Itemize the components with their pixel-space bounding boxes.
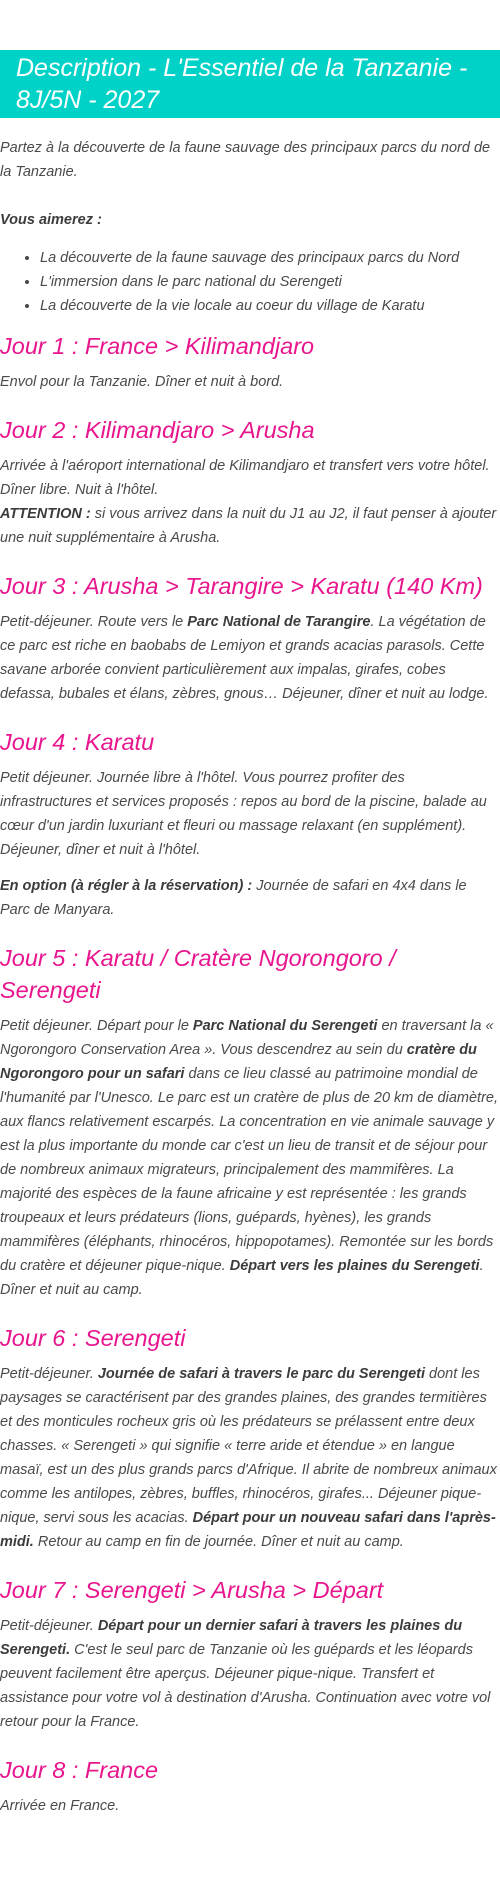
bold-text: Départ pour un nouveau safari dans l'après-midi.: [0, 1510, 496, 1550]
body-text: . La végétation de ce parc est riche en baobabs de Lemiyon et grands acacias parasols. Cette savane arborée convient particulièrement aux impalas, girafes, cobes defassa, bubales et élans, zèbres, gnous… Déjeuner, dîner et nuit au lodge.: [0, 614, 489, 702]
day-section: [0, 942, 500, 1302]
day-paragraph: [0, 1362, 500, 1554]
highlights-list: [0, 246, 500, 318]
day-paragraph: [0, 1014, 500, 1302]
body-text: Arrivée à l'aéroport international de Kilimandjaro et transfert vers votre hôtel. Dîner libre. Nuit à l'hôtel.: [0, 458, 490, 498]
day-title: Jour 7 : Serengeti > Arusha > Départ: [0, 1577, 384, 1603]
itinerary-days: [0, 330, 500, 1818]
bold-text: Départ pour un dernier safari à travers les plaines du Serengeti.: [0, 1618, 463, 1658]
intro-text: Partez à la découverte de la faune sauvage des principaux parcs du nord de la Tanzanie.: [0, 140, 491, 180]
body-text: Envol pour la Tanzanie. Dîner et nuit à bord.: [0, 374, 284, 390]
day-section: [0, 1322, 500, 1554]
day-title: Jour 1 : France > Kilimandjaro: [0, 333, 315, 359]
page-title: Description - L'Essentiel de la Tanzanie - 8J/5N - 2027: [16, 54, 468, 114]
bold-text: En option (à régler à la réservation) :: [0, 878, 253, 894]
day-title: Jour 2 : Kilimandjaro > Arusha: [0, 417, 315, 443]
day-section: [0, 1754, 500, 1818]
bold-text: cratère du Ngorongoro pour un safari: [0, 1042, 477, 1082]
bold-text: Parc National du Serengeti: [192, 1018, 378, 1034]
body-text: Petit-déjeuner.: [0, 1618, 98, 1634]
highlights-heading-text: Vous aimerez :: [0, 212, 102, 228]
bold-text: Journée de safari à travers le parc du Serengeti: [97, 1366, 426, 1382]
body-text: C'est le seul parc de Tanzanie où les guépards et les léopards peuvent facilement être aperçus. Déjeuner pique-nique. Transfert et assistance pour votre vol à destination d'Arusha. Continuation avec votre vol retour pour la France.: [0, 1642, 491, 1730]
bold-text: Départ vers les plaines du Serengeti: [229, 1258, 480, 1274]
day-paragraph: [0, 874, 500, 922]
body-text: Petit déjeuner. Départ pour le: [0, 1018, 193, 1034]
day-title: Jour 5 : Karatu / Cratère Ngorongoro / Serengeti: [0, 945, 396, 1003]
day-section: [0, 726, 500, 922]
day-paragraph: [0, 610, 500, 706]
day-section: [0, 414, 500, 550]
day-paragraph: [0, 1794, 500, 1818]
day-paragraph: [0, 454, 500, 550]
bold-text: Parc National de Tarangire: [187, 614, 371, 630]
day-paragraph: [0, 370, 500, 394]
body-text: Arrivée en France.: [0, 1798, 120, 1814]
highlight-item: • La découverte de la vie locale au coeur du village de Karatu: [40, 294, 500, 318]
day-section: [0, 570, 500, 706]
day-section: [0, 330, 500, 394]
body-text: en traversant la « Ngorongoro Conservation Area ». Vous descendrez au sein du: [0, 1018, 494, 1058]
day-paragraph: [0, 1614, 500, 1734]
day-title: Jour 4 : Karatu: [0, 729, 155, 755]
description-content: [0, 136, 500, 1838]
body-text: Petit-déjeuner. Route vers le: [0, 614, 188, 630]
body-text: Petit-déjeuner.: [0, 1366, 98, 1382]
body-text: Retour au camp en fin de journée. Dîner et nuit au camp.: [33, 1534, 404, 1550]
body-text: Journée de safari en 4x4 dans le Parc de Manyara.: [0, 878, 467, 918]
highlight-item: • La découverte de la faune sauvage des principaux parcs du Nord: [40, 246, 500, 270]
body-text: si vous arrivez dans la nuit du J1 au J2, il faut penser à ajouter une nuit supplémentaire à Arusha.: [0, 506, 497, 546]
body-text: . Dîner et nuit au camp.: [0, 1258, 484, 1298]
day-title: Jour 6 : Serengeti: [0, 1325, 186, 1351]
highlight-item: • L'immersion dans le parc national du Serengeti: [40, 270, 500, 294]
body-text: Petit déjeuner. Journée libre à l'hôtel. Vous pourrez profiter des infrastructures et services proposés : repos au bord de la piscine, balade au cœur d'un jardin luxuriant et fleuri ou massage relaxant (en supplément). Déjeuner, dîner et nuit à l'hôtel.: [0, 770, 487, 858]
bold-text: ATTENTION :: [0, 506, 91, 522]
title-banner: [0, 50, 500, 118]
body-text: dont les paysages se caractérisent par des grandes plaines, des grandes termitières et des monticules rocheux gris où les prédateurs se prélassent entre deux chasses. « Serengeti » qui signifie « terre aride et étendue » en langue masaï, est un des plus grands parcs d'Afrique. Il abrite de nombreux animaux comme les antilopes, zèbres, buffles, rhinocéros, girafes... Déjeuner pique-nique, servi sous les acacias.: [0, 1366, 497, 1526]
highlights-heading: [0, 208, 500, 232]
day-title: Jour 8 : France: [0, 1757, 159, 1783]
day-title: Jour 3 : Arusha > Tarangire > Karatu (140 Km): [0, 573, 483, 599]
body-text: dans ce lieu classé au patrimoine mondial de l'humanité par l'Unesco. Le parc est un cratère de plus de 20 km de diamètre, aux flancs relativement escarpés. La concentration en vie animale sauvage y est la plus importante du monde car c'est un lieu de transit et de séjour pour de nombreux animaux migrateurs, principalement des mammifères. La majorité des espèces de la faune africaine y est représentée : les grands troupeaux et leurs prédateurs (lions, guépards, hyènes), les grands mammifères (éléphants, rhinocéros, hippopotames). Remontée sur les bords du cratère et déjeuner pique-nique.: [0, 1066, 498, 1274]
day-section: [0, 1574, 500, 1734]
day-paragraph: [0, 766, 500, 862]
